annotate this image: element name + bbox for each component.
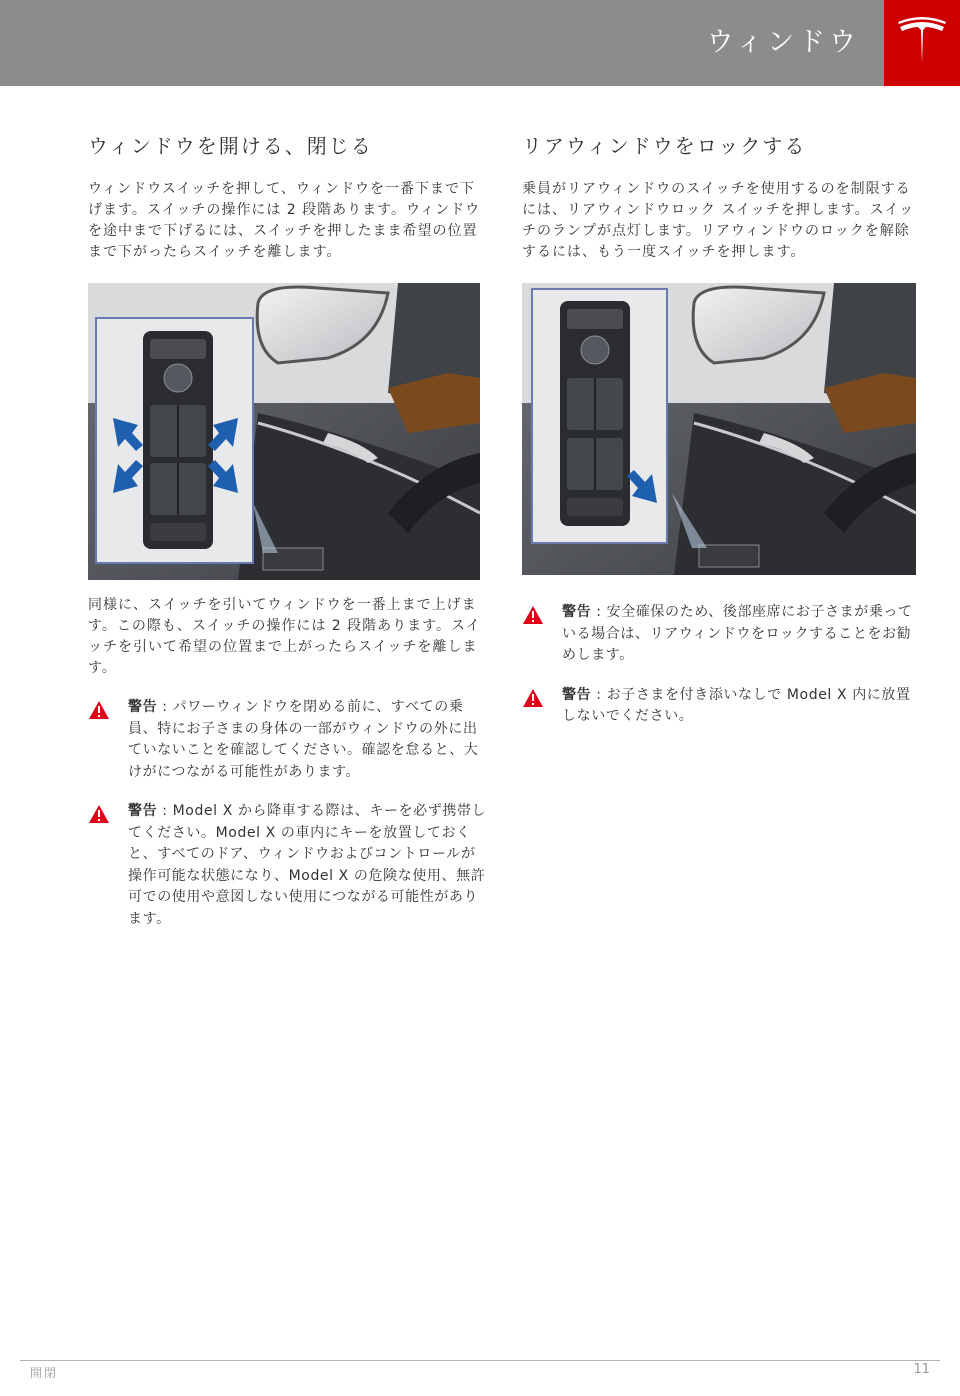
tesla-t-logo-icon: [884, 0, 960, 86]
footer-page-number: 11: [913, 1362, 930, 1377]
warning-icon: [522, 605, 544, 625]
warning-label: 警告: [128, 699, 158, 715]
footer-divider: [20, 1360, 940, 1361]
left-column-lower: [88, 595, 488, 930]
warning-text: : パワーウィンドウを閉める前に、すべての乗員、特にお子さまの身体の一部がウィンドウの外に出ていないことを確認してください。確認を怠ると、大けがにつながる可能性があります。: [128, 699, 479, 780]
footer-section-name: 開閉: [30, 1366, 59, 1380]
warning-close-windows: [88, 697, 488, 783]
section-heading-rear-lock: リアウィンドウをロックする: [522, 134, 807, 158]
left-column: [88, 130, 488, 263]
window-switch-figure-left: [88, 283, 480, 580]
warning-icon: [88, 804, 110, 824]
open-close-paragraph-1: ウィンドウスイッチを押して、ウィンドウを一番下まで下げます。スイッチの操作には 2 段階あります。ウィンドウを途中まで下げるには、スイッチを押したまま希望の位置まで下がったらスイッチを離します。: [88, 181, 481, 260]
warning-unattended-children: [522, 685, 922, 728]
right-column-warnings: [522, 602, 922, 728]
header-bar: [0, 0, 884, 86]
warning-text: : 安全確保のため、後部座席にお子さまが乗っている場合は、リアウィンドウをロックすることをお勧めします。: [562, 604, 913, 663]
warning-label: 警告: [562, 686, 592, 703]
section-heading-open-close: ウィンドウを開ける、閉じる: [88, 134, 373, 158]
open-close-paragraph-2: 同様に、スイッチを引いてウィンドウを一番上まで上げます。この際も、スイッチの操作には 2 段階あります。スイッチを引いて希望の位置まで上がったらスイッチを離します。: [88, 597, 481, 676]
warning-icon: [522, 688, 544, 708]
warning-text: : Model X から降車する際は、キーを必ず携帯してください。Model X の車内にキーを放置しておくと、すべてのドア、ウィンドウおよびコントロールが操作可能な状態になり、Model X の危険な使用、無許可での使用や意図しない使用につながる可能性があります。: [128, 803, 487, 927]
right-column: [522, 130, 922, 263]
warning-text: : お子さまを付き添いなしで Model X 内に放置しないでください。: [562, 686, 911, 724]
tesla-logo: [884, 0, 960, 86]
window-lock-figure-right: [522, 283, 916, 575]
rear-lock-paragraph: 乗員がリアウィンドウのスイッチを使用するのを制限するには、リアウィンドウロック スイッチを押します。スイッチのランプが点灯します。リアウィンドウのロックを解除するには、もう一度スイッチを押します。: [522, 181, 915, 260]
warning-label: 警告: [128, 803, 158, 819]
warning-carry-key: [88, 801, 488, 930]
warning-label: 警告: [562, 604, 592, 620]
page-title: ウィンドウ: [706, 27, 860, 58]
warning-lock-rear-windows: [522, 602, 922, 667]
warning-icon: [88, 700, 110, 720]
